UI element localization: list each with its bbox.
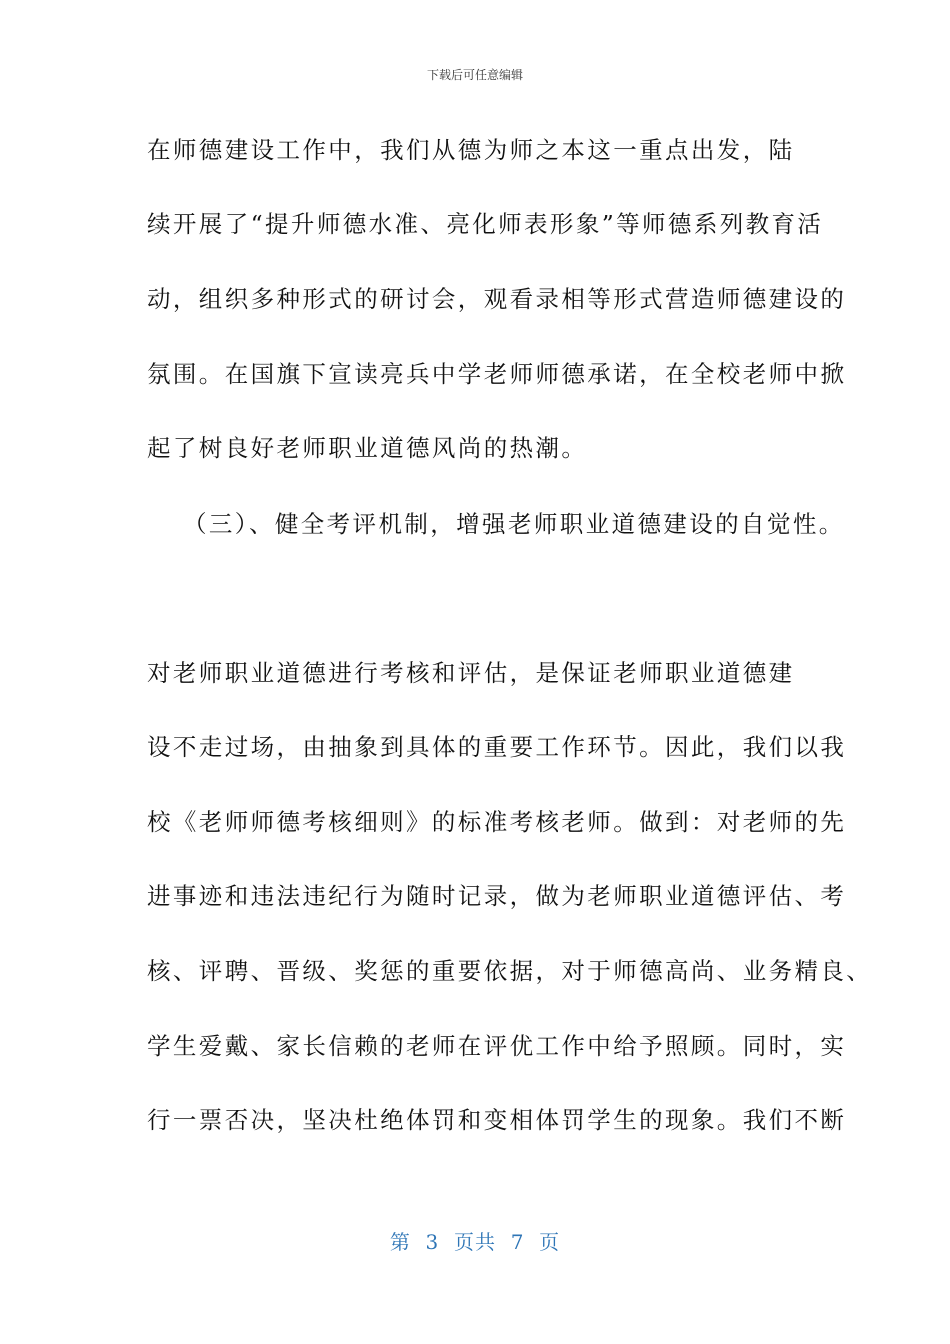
- page-number-footer: 第 3 页共 7 页: [389, 1230, 561, 1254]
- paragraph2-line-6: 学生爱戴、家长信赖的老师在评优工作中给予照顾。同时，实: [147, 1032, 847, 1060]
- page-header-note: 下载后可任意编辑: [426, 68, 523, 82]
- paragraph1-line-2: 续开展了“提升师德水准、亮化师表形象”等师德系列教育活: [147, 210, 824, 238]
- paragraph1-line-4: 氛围。在国旗下宣读亮兵中学老师师德承诺，在全校老师中掀: [147, 360, 847, 388]
- paragraph2-line-4: 进事迹和违法违纪行为随时记录，做为老师职业道德评估、考: [147, 882, 847, 910]
- paragraph2-line-1: 对老师职业道德进行考核和评估，是保证老师职业道德建: [147, 659, 795, 687]
- paragraph2-line-2: 设不走过场，由抽象到具体的重要工作环节。因此，我们以我: [147, 733, 847, 761]
- paragraph2-line-3: 校《老师师德考核细则》的标准考核老师。做到：对老师的先: [147, 808, 847, 836]
- paragraph1-line-3: 动，组织多种形式的研讨会，观看录相等形式营造师德建设的: [147, 285, 847, 313]
- paragraph1-line-1: 在师德建设工作中，我们从德为师之本这一重点出发，陆: [147, 136, 795, 164]
- paragraph1-line-5: 起了树良好老师职业道德风尚的热潮。: [147, 434, 588, 462]
- section-heading: （三）、健全考评机制，增强老师职业道德建设的自觉性。: [183, 510, 845, 538]
- paragraph2-line-5: 核、评聘、晋级、奖惩的重要依据，对于师德高尚、业务精良、: [147, 957, 873, 985]
- paragraph2-line-7: 行一票否决，坚决杜绝体罚和变相体罚学生的现象。我们不断: [147, 1106, 847, 1134]
